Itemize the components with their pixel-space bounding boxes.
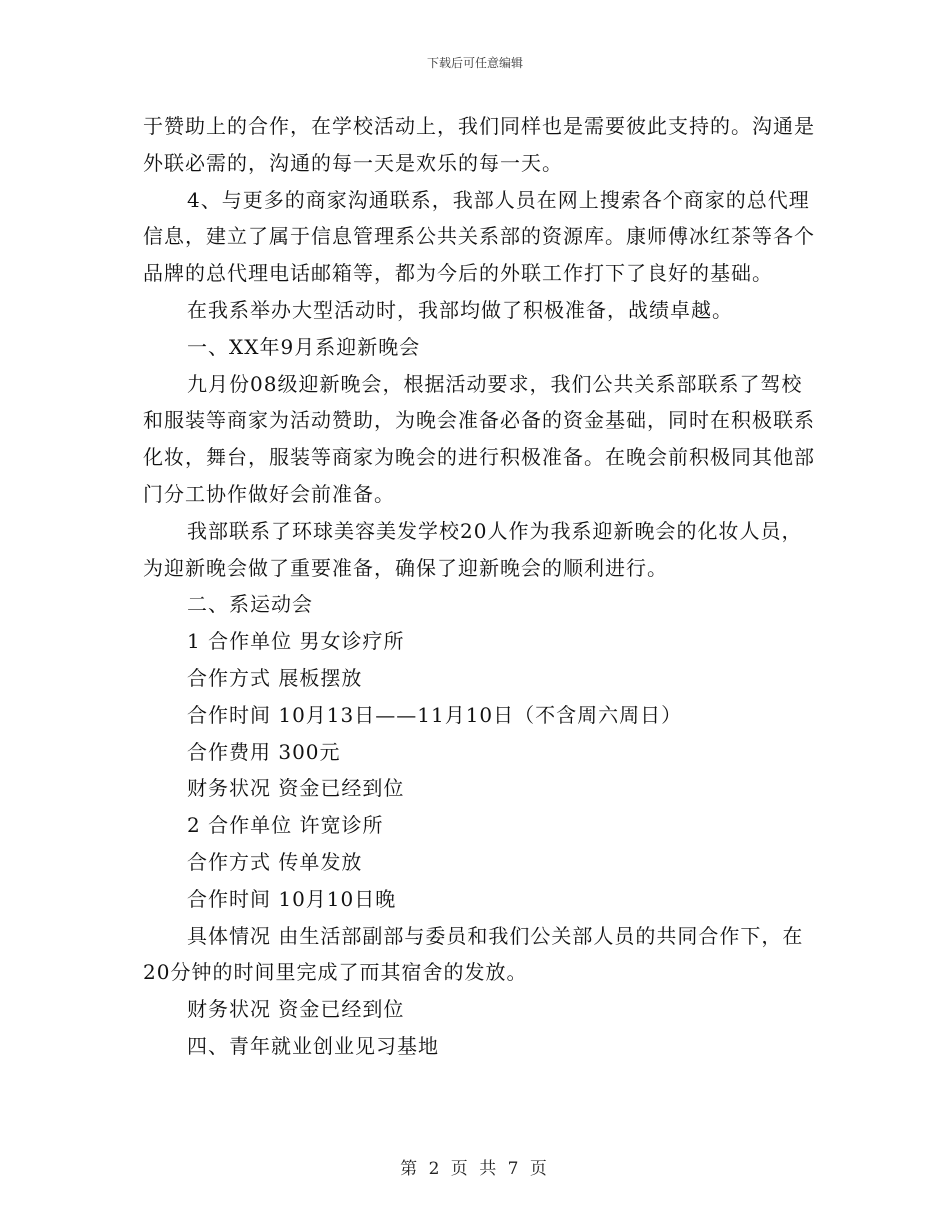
list-item: 合作方式 传单发放	[187, 849, 363, 874]
list-item: 财务状况 资金已经到位	[187, 776, 405, 801]
list-item: 合作方式 展板摆放	[187, 665, 363, 690]
paragraph: 4、与更多的商家沟通联系，我部人员在网上搜索各个商家的总代理信息，建立了属于信息管理系公共关系部的资源库。康师傅冰红茶等各个品牌的总代理电话邮箱等，都为今后的外联工作打下了良好的基础。	[143, 187, 815, 286]
section-heading: 二、系运动会	[187, 592, 313, 617]
paragraph: 九月份08级迎新晚会，根据活动要求，我们公共关系部联系了驾校和服装等商家为活动赞助，为晚会准备必备的资金基础，同时在积极联系化妆，舞台，服装等商家为晚会的进行积极准备。在晚会前积极同其他部门分工协作做好会前准备。	[143, 371, 815, 506]
section-heading: 一、XX年9月系迎新晚会	[187, 334, 421, 359]
page-header-note: 下载后可任意编辑	[426, 56, 523, 70]
paragraph: 具体情况 由生活部副部与委员和我们公关部人员的共同合作下，在20分钟的时间里完成了而其宿舍的发放。	[143, 923, 804, 985]
list-item: 合作时间 10月13日——11月10日（不含周六周日）	[187, 702, 683, 727]
list-item: 合作时间 10月10日晚	[187, 886, 397, 911]
paragraph: 我部联系了环球美容美发学校20人作为我系迎新晚会的化妆人员，为迎新晚会做了重要准备，确保了迎新晚会的顺利进行。	[143, 518, 803, 580]
document-body	[143, 108, 815, 1065]
section-heading: 四、青年就业创业见习基地	[187, 1033, 439, 1058]
paragraph: 于赞助上的合作，在学校活动上，我们同样也是需要彼此支持的。沟通是外联必需的，沟通的每一天是欢乐的每一天。	[143, 114, 815, 175]
list-item: 2 合作单位 许宽诊所	[187, 813, 384, 838]
list-item: 财务状况 资金已经到位	[187, 997, 405, 1022]
list-item: 合作费用 300元	[187, 739, 341, 764]
paragraph: 在我系举办大型活动时，我部均做了积极准备，战绩卓越。	[187, 297, 733, 322]
list-item: 1 合作单位 男女诊疗所	[187, 629, 405, 654]
page-number: 第 2 页 共 7 页	[400, 1159, 550, 1179]
